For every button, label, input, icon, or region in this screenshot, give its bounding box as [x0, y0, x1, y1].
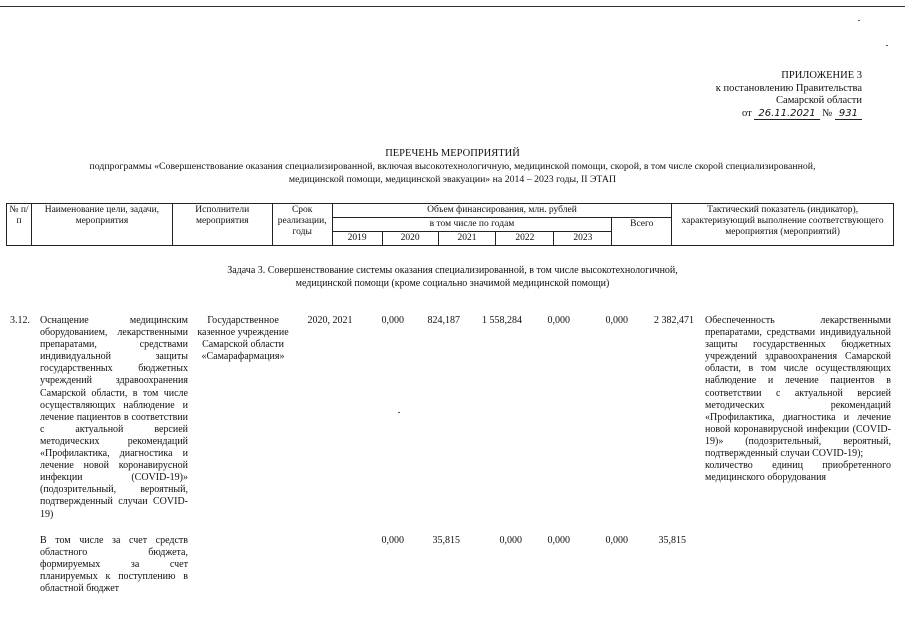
- row-period: 2020, 2021: [307, 315, 353, 326]
- document-subtitle-line2: медицинской помощи, медицинской эвакуации» на 2014 – 2023 годы, II ЭТАП: [288, 174, 617, 185]
- top-border-line: [0, 6, 905, 7]
- header-year-2023: 2023: [554, 232, 612, 246]
- appendix-block: [640, 70, 862, 120]
- row-value-2023: 0,000: [605, 315, 628, 326]
- header-indicator: Тактический показатель (индикатор), характеризующий выполнение соответствующего мероприятия (мероприятий): [672, 204, 894, 246]
- row-measure-name: Оснащение медицинским оборудованием, лекарственными препаратами, средствами индивидуальной защиты государственных бюджетных учреждений здравоохранения Самарской области, в том числе осуществляющих наблюдение и лечение пациентов в соответствии с актуальной версией методических рекомендаций «Профилактика, диагностика и лечение новой коронавирусной инфекции (COVID-19)» (подозрительный, вероятный, подтвержденный случаи COVID-19): [40, 315, 188, 520]
- header-name: Наименование цели, задачи, мероприятия: [31, 204, 172, 246]
- document-title: ПЕРЕЧЕНЬ МЕРОПРИЯТИЙ: [385, 148, 520, 159]
- sub-row-value-2022: 0,000: [547, 535, 570, 546]
- sub-row-value-2019: 0,000: [381, 535, 404, 546]
- header-year-2022: 2022: [496, 232, 554, 246]
- row-indicator: [705, 315, 891, 484]
- appendix-title: ПРИЛОЖЕНИЕ 3: [781, 70, 862, 81]
- row-indicator-part1: Обеспеченность лекарственными препаратами, средствами индивидуальной защиты государственных бюджетных учреждений здравоохранения Самарской области, в том числе осуществляющих наблюдение и лечение пациентов в соответствии с актуальной версией методических рекомендаций «Профилактика, диагностика и лечение новой коронавирусной инфекции (COVID-19)» (подозрительный, вероятный, подтвержденный случаи COVID-19);: [705, 315, 891, 460]
- handwritten-date: 26.11.2021: [754, 108, 819, 120]
- appendix-resolution: к постановлению Правительства: [715, 82, 862, 94]
- header-table: [6, 203, 894, 246]
- scan-speck: [398, 412, 400, 413]
- row-executor: Государственное казенное учреждение Самарской области «Самарафармация»: [197, 315, 289, 363]
- scan-speck: [886, 45, 888, 46]
- sub-row-value-2020: 35,815: [432, 535, 460, 546]
- number-prefix: №: [822, 107, 833, 119]
- task-heading-line2: медицинской помощи (кроме социально значимой медицинской помощи): [295, 278, 610, 289]
- sub-row-value-2021: 0,000: [499, 535, 522, 546]
- appendix-date-line: [640, 108, 862, 121]
- header-period: Срок реализации, годы: [272, 204, 332, 246]
- date-prefix: от: [742, 107, 752, 119]
- row-value-2022: 0,000: [547, 315, 570, 326]
- scan-speck: [858, 20, 860, 21]
- row-number: 3.12.: [10, 315, 30, 326]
- header-funding: Объем финансирования, млн. рублей: [332, 204, 672, 218]
- document-subtitle-line1: подпрограммы «Совершенствование оказания специализированной, включая высокотехнологичную, медицинской помощи, скорой, в том числе скорой специализированной,: [89, 161, 816, 172]
- header-by-years: в том числе по годам: [332, 218, 612, 232]
- row-value-total: 2 382,471: [654, 315, 694, 326]
- header-year-2020: 2020: [382, 232, 438, 246]
- sub-row-name: В том числе за счет средств областного бюджета, формируемых за счет планируемых к поступлению в областной бюджет: [40, 535, 188, 595]
- row-value-2019: 0,000: [381, 315, 404, 326]
- sub-row-value-total: 35,815: [658, 535, 686, 546]
- sub-row-value-2023: 0,000: [605, 535, 628, 546]
- row-indicator-part2: количество единиц приобретенного медицинского оборудования: [705, 460, 891, 484]
- task-heading-line1: Задача 3. Совершенствование системы оказания специализированной, в том числе высокотехнологичной,: [227, 265, 678, 276]
- header-executors: Исполнители мероприятия: [172, 204, 272, 246]
- handwritten-number: 931: [835, 108, 862, 120]
- header-total: Всего: [612, 218, 672, 246]
- row-value-2020: 824,187: [427, 315, 460, 326]
- header-year-2021: 2021: [438, 232, 496, 246]
- row-value-2021: 1 558,284: [482, 315, 522, 326]
- header-num: № п/п: [7, 204, 32, 246]
- appendix-region: Самарской области: [776, 95, 862, 106]
- header-year-2019: 2019: [332, 232, 382, 246]
